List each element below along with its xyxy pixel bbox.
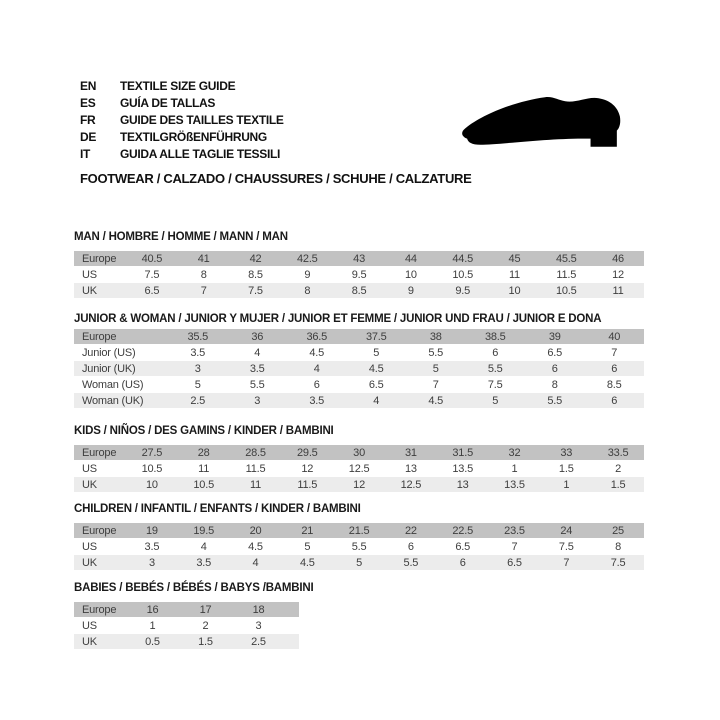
row-label: UK	[82, 556, 97, 569]
size-cell: 43	[353, 252, 365, 265]
size-table-junior	[74, 313, 644, 409]
size-cell: 12.5	[348, 462, 370, 475]
size-cell: 29.5	[296, 446, 318, 459]
size-cell: 33.5	[607, 446, 629, 459]
table-row	[74, 393, 644, 408]
language-code: FR	[80, 112, 96, 127]
language-label: TEXTILGRÖßENFÜHRUNG	[120, 130, 267, 145]
language-row	[80, 111, 284, 128]
row-label: Europe	[82, 252, 117, 265]
size-cell: 3.5	[196, 556, 212, 569]
size-cell: 5.5	[249, 378, 265, 391]
size-cell: 6.5	[144, 284, 160, 297]
language-row	[80, 77, 284, 94]
row-label: UK	[82, 478, 97, 491]
size-cell: 11	[612, 284, 624, 297]
size-cell: 38.5	[484, 330, 506, 343]
size-cell: 19.5	[193, 524, 214, 537]
size-cell: 10.5	[555, 284, 577, 297]
size-cell: 4.5	[248, 540, 263, 553]
size-cell: 4.5	[299, 556, 315, 569]
size-cell: 40.5	[141, 252, 163, 265]
size-cell: 3	[148, 556, 155, 569]
row-label: Europe	[82, 330, 117, 343]
size-cell: 3.5	[249, 362, 265, 375]
size-cell: 8	[551, 378, 558, 391]
size-cell: 2.5	[251, 635, 266, 648]
size-cell: 7	[432, 378, 439, 391]
size-cell: 8.5	[351, 284, 367, 297]
table-title: JUNIOR & WOMAN / JUNIOR Y MUJER / JUNIOR ET FEMME / JUNIOR UND FRAU / JUNIOR E DONA	[74, 313, 602, 325]
table-title: BABIES / BEBÉS / BÉBÉS / BABYS /BAMBINI	[74, 582, 314, 594]
row-label: US	[82, 619, 97, 632]
size-cell: 0.5	[145, 635, 160, 648]
size-cell: 44	[404, 252, 417, 265]
size-table-kids	[74, 425, 644, 493]
language-label: GUIDA ALLE TAGLIE TESSILI	[120, 147, 281, 162]
size-cell: 11.5	[556, 268, 577, 281]
size-cell: 7.5	[248, 284, 263, 297]
size-cell: 8	[304, 284, 311, 297]
size-cell: 11.5	[297, 478, 318, 491]
table-row	[74, 618, 299, 633]
size-cell: 4.5	[428, 394, 444, 407]
size-cell: 1	[511, 462, 518, 475]
size-cell: 9	[304, 268, 311, 281]
size-cell: 1	[563, 478, 570, 491]
size-cell: 12.5	[400, 478, 422, 491]
size-cell: 11.5	[245, 462, 266, 475]
size-cell: 4.5	[309, 346, 325, 359]
size-cell: 45	[508, 252, 521, 265]
table-body	[74, 523, 644, 570]
size-cell: 35.5	[187, 330, 209, 343]
size-cell: 36	[251, 330, 264, 343]
size-cell: 1.5	[558, 462, 574, 475]
size-cell: 5	[356, 556, 363, 569]
size-cell: 5.5	[487, 362, 503, 375]
size-cell: 4	[373, 394, 380, 407]
size-cell: 30	[353, 446, 365, 459]
size-cell: 4	[252, 556, 259, 569]
size-cell: 10	[145, 478, 158, 491]
size-cell: 8	[200, 268, 207, 281]
size-table-babies	[74, 582, 313, 650]
size-cell: 12	[301, 462, 314, 475]
size-cell: 18	[252, 603, 265, 616]
table-body	[74, 251, 644, 298]
size-cell: 3.5	[144, 540, 160, 553]
size-cell: 28	[197, 446, 210, 459]
table-row	[74, 251, 644, 266]
size-cell: 39	[548, 330, 561, 343]
size-cell: 7.5	[558, 540, 574, 553]
size-cell: 5	[194, 378, 201, 391]
language-row	[80, 146, 284, 163]
size-cell: 8.5	[606, 378, 622, 391]
size-cell: 41	[197, 252, 210, 265]
size-cell: 22.5	[452, 524, 473, 537]
size-cell: 2.5	[190, 394, 206, 407]
row-label: Europe	[82, 524, 117, 537]
category-line: FOOTWEAR / CALZADO / CHAUSSURES / SCHUHE / CALZATURE	[80, 171, 472, 186]
size-cell: 24	[560, 524, 573, 537]
size-cell: 38	[429, 330, 442, 343]
table-row	[74, 477, 644, 492]
table-title: KIDS / NIÑOS / DES GAMINS / KINDER / BAMBINI	[74, 425, 334, 437]
language-code: ES	[80, 95, 96, 110]
table-row	[74, 555, 644, 570]
table-row	[74, 634, 299, 649]
table-row	[74, 602, 299, 617]
table-row	[74, 539, 644, 554]
size-cell: 6	[492, 346, 499, 359]
size-cell: 12	[353, 478, 365, 491]
size-cell: 46	[612, 252, 624, 265]
size-cell: 40	[608, 330, 621, 343]
row-label: Junior (US)	[82, 346, 136, 359]
row-label: Europe	[82, 446, 117, 459]
row-label: US	[82, 540, 97, 553]
row-label: Woman (US)	[82, 378, 144, 391]
size-cell: 42.5	[296, 252, 318, 265]
size-cell: 5.5	[403, 556, 419, 569]
size-cell: 31.5	[452, 446, 473, 459]
row-label: US	[82, 462, 97, 475]
table-row	[74, 361, 644, 376]
size-cell: 7.5	[487, 378, 503, 391]
size-cell: 5.5	[351, 540, 367, 553]
size-cell: 27.5	[141, 446, 163, 459]
size-cell: 12	[612, 268, 624, 281]
size-cell: 3	[255, 619, 262, 632]
size-cell: 8.5	[248, 268, 263, 281]
size-cell: 33	[560, 446, 573, 459]
size-cell: 1.5	[610, 478, 626, 491]
size-cell: 6.5	[368, 378, 384, 391]
table-row	[74, 523, 644, 538]
size-cell: 8	[615, 540, 622, 553]
table-row	[74, 445, 644, 460]
language-label: GUIDE DES TAILLES TEXTILE	[120, 112, 284, 127]
size-cell: 5	[304, 540, 311, 553]
size-cell: 5	[432, 362, 439, 375]
language-code: EN	[80, 78, 97, 93]
size-cell: 11	[198, 462, 210, 475]
size-table-man	[74, 231, 644, 299]
table-title: MAN / HOMBRE / HOMME / MANN / MAN	[74, 231, 288, 243]
table-row	[74, 283, 644, 298]
size-cell: 11	[508, 268, 520, 281]
size-cell: 6	[313, 378, 320, 391]
size-cell: 16	[146, 603, 159, 616]
size-cell: 1	[149, 619, 156, 632]
language-row	[80, 94, 284, 111]
size-cell: 6.5	[455, 540, 471, 553]
language-row	[80, 129, 284, 146]
row-label: Europe	[82, 603, 117, 616]
size-cell: 31	[404, 446, 417, 459]
size-cell: 5	[492, 394, 499, 407]
size-cell: 6.5	[507, 556, 522, 569]
size-cell: 10.5	[452, 268, 473, 281]
size-cell: 6	[611, 394, 618, 407]
row-label: Junior (UK)	[82, 362, 136, 375]
size-cell: 13.5	[452, 462, 473, 475]
size-cell: 4	[200, 540, 207, 553]
size-cell: 11	[249, 478, 261, 491]
size-cell: 42	[249, 252, 262, 265]
row-label: US	[82, 268, 97, 281]
table-row	[74, 461, 644, 476]
table-body	[74, 329, 644, 408]
size-cell: 7	[563, 556, 570, 569]
table-row	[74, 377, 644, 392]
table-row	[74, 267, 644, 282]
size-cell: 10	[508, 284, 521, 297]
size-cell: 44.5	[452, 252, 473, 265]
shoe-icon	[458, 92, 630, 155]
size-cell: 2	[615, 462, 622, 475]
size-cell: 7	[200, 284, 207, 297]
size-cell: 5.5	[428, 346, 444, 359]
size-cell: 21	[301, 524, 314, 537]
size-cell: 6	[551, 362, 558, 375]
table-row	[74, 329, 644, 344]
table-row	[74, 345, 644, 360]
size-cell: 45.5	[555, 252, 577, 265]
size-cell: 7	[611, 346, 618, 359]
size-cell: 6.5	[547, 346, 563, 359]
size-cell: 7.5	[610, 556, 626, 569]
size-cell: 2	[202, 619, 209, 632]
size-cell: 25	[612, 524, 624, 537]
size-cell: 13.5	[504, 478, 525, 491]
row-label: Woman (UK)	[82, 394, 144, 407]
size-cell: 9	[407, 284, 414, 297]
size-cell: 7	[511, 540, 518, 553]
row-label: UK	[82, 635, 97, 648]
size-cell: 4	[254, 346, 261, 359]
size-cell: 5.5	[547, 394, 563, 407]
size-cell: 3	[254, 394, 261, 407]
size-cell: 6	[611, 362, 618, 375]
size-cell: 13	[456, 478, 469, 491]
size-cell: 20	[249, 524, 262, 537]
size-cell: 10.5	[193, 478, 214, 491]
size-cell: 6	[459, 556, 466, 569]
size-cell: 10.5	[141, 462, 163, 475]
size-cell: 7.5	[144, 268, 160, 281]
size-cell: 3	[194, 362, 201, 375]
language-label: GUÍA DE TALLAS	[120, 95, 216, 110]
size-cell: 10	[404, 268, 417, 281]
language-label: TEXTILE SIZE GUIDE	[120, 78, 236, 93]
size-cell: 4	[313, 362, 320, 375]
size-cell: 9.5	[455, 284, 471, 297]
table-body	[74, 602, 299, 649]
size-cell: 3.5	[309, 394, 325, 407]
size-cell: 22	[404, 524, 417, 537]
size-cell: 37.5	[365, 330, 387, 343]
size-cell: 1.5	[198, 635, 213, 648]
table-title: CHILDREN / INFANTIL / ENFANTS / KINDER / BAMBINI	[74, 503, 361, 515]
size-cell: 19	[145, 524, 158, 537]
size-table-children	[74, 503, 644, 571]
size-cell: 36.5	[306, 330, 328, 343]
size-cell: 5	[373, 346, 380, 359]
size-cell: 17	[199, 603, 212, 616]
table-body	[74, 445, 644, 492]
size-cell: 9.5	[351, 268, 367, 281]
size-cell: 6	[407, 540, 414, 553]
size-cell: 13	[404, 462, 417, 475]
language-code: DE	[80, 130, 97, 145]
language-list	[80, 77, 284, 163]
size-cell: 4.5	[368, 362, 384, 375]
size-cell: 3.5	[190, 346, 206, 359]
row-label: UK	[82, 284, 97, 297]
size-cell: 21.5	[348, 524, 370, 537]
language-code: IT	[80, 147, 91, 162]
size-cell: 32	[508, 446, 521, 459]
size-cell: 23.5	[504, 524, 525, 537]
size-cell: 28.5	[245, 446, 266, 459]
